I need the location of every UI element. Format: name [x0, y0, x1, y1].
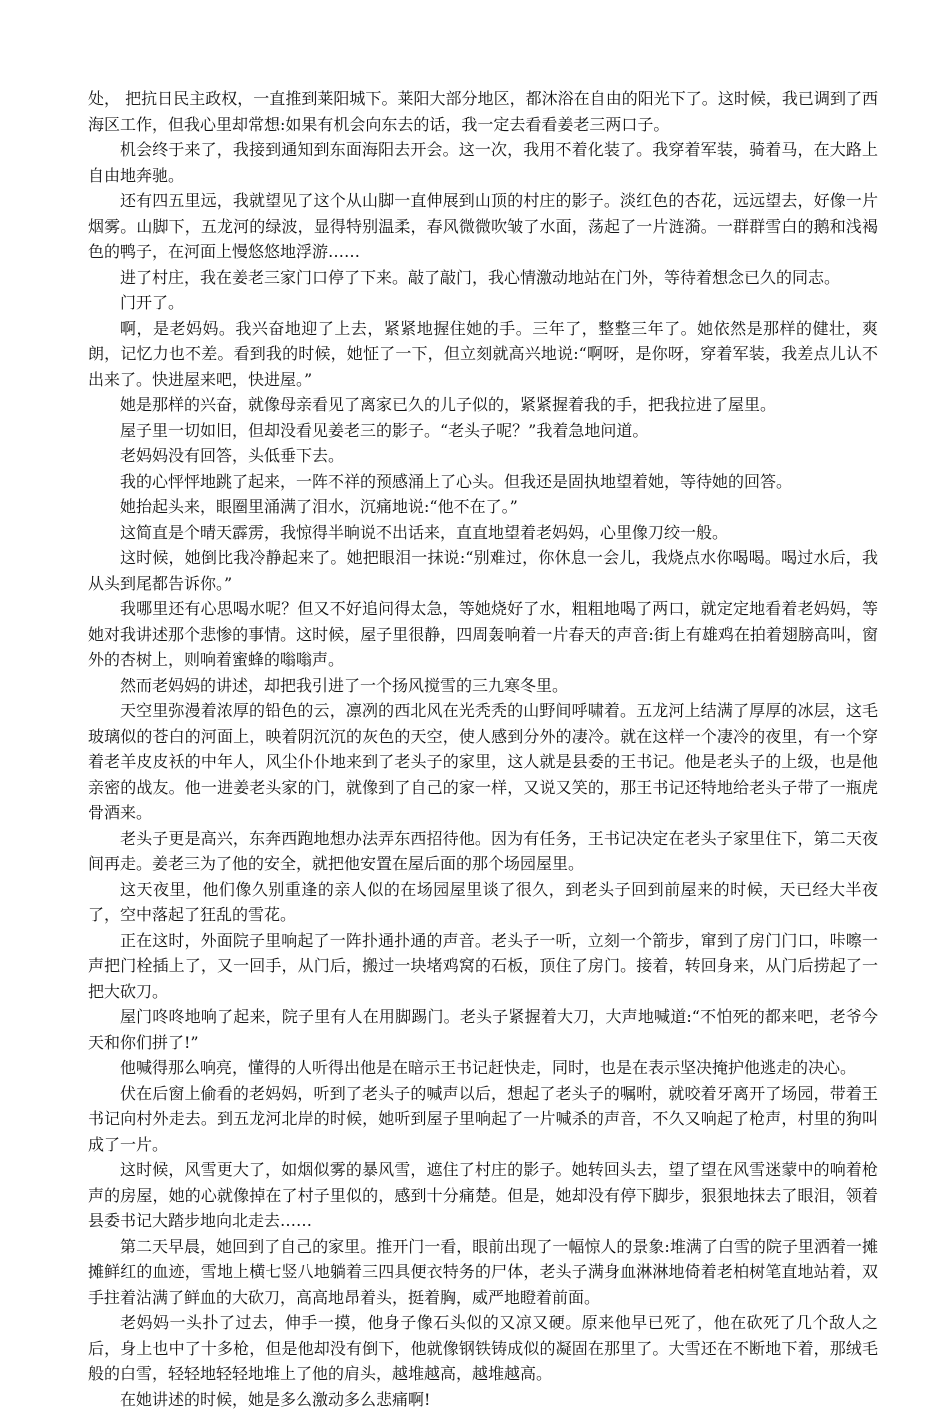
paragraph: 老妈妈没有回答，头低垂下去。 [88, 443, 878, 469]
paragraph: 我哪里还有心思喝水呢？但又不好追问得太急，等她烧好了水，粗粗地喝了两口，就定定地看着老妈妈，等她对我讲述那个悲惨的事情。这时候，屋子里很静，四周轰响着一片春天的声音:街上有雄鸡在拍着翅膀高叫，窗外的杏树上，则响着蜜蜂的嗡嗡声。 [88, 596, 878, 673]
paragraph: 门开了。 [88, 290, 878, 316]
paragraph: 他喊得那么响亮，懂得的人听得出他是在暗示王书记赶快走，同时，也是在表示坚决掩护他逃走的决心。 [88, 1055, 878, 1081]
paragraph: 第二天早晨，她回到了自己的家里。推开门一看，眼前出现了一幅惊人的景象:堆满了白雪的院子里洒着一摊摊鲜红的血迹，雪地上横七竖八地躺着三四具便衣特务的尸体，老头子满身血淋淋地倚着老柏树笔直地站着，双手拄着沾满了鲜血的大砍刀，高高地昂着头，挺着胸，威严地瞪着前面。 [88, 1234, 878, 1311]
paragraph: 在她讲述的时候，她是多么激动多么悲痛啊! [88, 1387, 878, 1412]
paragraph: 进了村庄，我在姜老三家门口停了下来。敲了敲门，我心情激动地站在门外，等待着想念已久的同志。 [88, 265, 878, 291]
paragraph: 啊，是老妈妈。我兴奋地迎了上去，紧紧地握住她的手。三年了，整整三年了。她依然是那样的健壮，爽朗，记忆力也不差。看到我的时候，她怔了一下，但立刻就高兴地说:“啊呀，是你呀，穿着军装，我差点儿认不出来了。快进屋来吧，快进屋。” [88, 316, 878, 393]
paragraph: 我的心怦怦地跳了起来，一阵不祥的预感涌上了心头。但我还是固执地望着她，等待她的回答。 [88, 469, 878, 495]
paragraph: 这时候，风雪更大了，如烟似雾的暴风雪，遮住了村庄的影子。她转回头去，望了望在风雪迷蒙中的响着枪声的房屋，她的心就像掉在了村子里似的，感到十分痛楚。但是，她却没有停下脚步，狠狠地抹去了眼泪，领着县委书记大踏步地向北走去…… [88, 1157, 878, 1234]
paragraph: 这时候，她倒比我冷静起来了。她把眼泪一抹说:“别难过，你休息一会儿，我烧点水你喝喝。喝过水后，我从头到尾都告诉你。” [88, 545, 878, 596]
paragraph: 天空里弥漫着浓厚的铅色的云，凛冽的西北风在光秃秃的山野间呼啸着。五龙河上结满了厚厚的冰层，这毛玻璃似的苍白的河面上，映着阴沉沉的灰色的天空，使人感到分外的凄冷。就在这样一个凄冷的夜里，有一个穿着老羊皮皮袄的中年人，风尘仆仆地来到了老头子的家里，这人就是县委的王书记。他是老头子的上级，也是他亲密的战友。他一进姜老头家的门，就像到了自己的家一样，又说又笑的，那王书记还特地给老头子带了一瓶虎骨酒来。 [88, 698, 878, 826]
paragraph: 屋子里一切如旧，但却没看见姜老三的影子。“老头子呢？”我着急地问道。 [88, 418, 878, 444]
paragraph: 这天夜里，他们像久别重逢的亲人似的在场园屋里谈了很久，到老头子回到前屋来的时候，天已经大半夜了，空中落起了狂乱的雪花。 [88, 877, 878, 928]
paragraph: 然而老妈妈的讲述，却把我引进了一个扬风搅雪的三九寒冬里。 [88, 673, 878, 699]
document-page [88, 86, 878, 1412]
paragraph: 机会终于来了，我接到通知到东面海阳去开会。这一次，我用不着化装了。我穿着军装，骑着马，在大路上自由地奔驰。 [88, 137, 878, 188]
paragraph: 老妈妈一头扑了过去，伸手一摸，他身子像石头似的又凉又硬。原来他早已死了，他在砍死了几个敌人之后，身上也中了十多枪，但是他却没有倒下，他就像钢铁铸成似的凝固在那里了。大雪还在不断地下着，那绒毛般的白雪，轻轻地轻轻地堆上了他的肩头，越堆越高，越堆越高。 [88, 1310, 878, 1387]
paragraph: 处， 把抗日民主政权，一直推到莱阳城下。莱阳大部分地区，都沐浴在自由的阳光下了。这时候，我已调到了西海区工作，但我心里却常想:如果有机会向东去的话，我一定去看看姜老三两口子。 [88, 86, 878, 137]
paragraph: 正在这时，外面院子里响起了一阵扑通扑通的声音。老头子一听，立刻一个箭步，窜到了房门门口，咔嚓一声把门栓插上了，又一回手，从门后，搬过一块堵鸡窝的石板，顶住了房门。接着，转回身来，从门后捞起了一把大砍刀。 [88, 928, 878, 1005]
paragraph: 她是那样的兴奋，就像母亲看见了离家已久的儿子似的，紧紧握着我的手，把我拉进了屋里。 [88, 392, 878, 418]
paragraph: 屋门咚咚地响了起来，院子里有人在用脚踢门。老头子紧握着大刀，大声地喊道:“不怕死的都来吧，老爷今天和你们拼了!” [88, 1004, 878, 1055]
paragraph: 她抬起头来，眼圈里涌满了泪水，沉痛地说:“他不在了。” [88, 494, 878, 520]
paragraph: 还有四五里远，我就望见了这个从山脚一直伸展到山顶的村庄的影子。淡红色的杏花，远远望去，好像一片烟雾。山脚下，五龙河的绿波，显得特别温柔，春风微微吹皱了水面，荡起了一片涟漪。一群群雪白的鹅和浅褐色的鸭子，在河面上慢悠悠地浮游…… [88, 188, 878, 265]
paragraph: 伏在后窗上偷看的老妈妈，听到了老头子的喊声以后，想起了老头子的嘱咐，就咬着牙离开了场园，带着王书记向村外走去。到五龙河北岸的时候，她听到屋子里响起了一片喊杀的声音，不久又响起了枪声，村里的狗叫成了一片。 [88, 1081, 878, 1158]
paragraph: 这简直是个晴天霹雳，我惊得半晌说不出话来，直直地望着老妈妈，心里像刀绞一般。 [88, 520, 878, 546]
paragraph: 老头子更是高兴，东奔西跑地想办法弄东西招待他。因为有任务，王书记决定在老头子家里住下，第二天夜间再走。姜老三为了他的安全，就把他安置在屋后面的那个场园屋里。 [88, 826, 878, 877]
